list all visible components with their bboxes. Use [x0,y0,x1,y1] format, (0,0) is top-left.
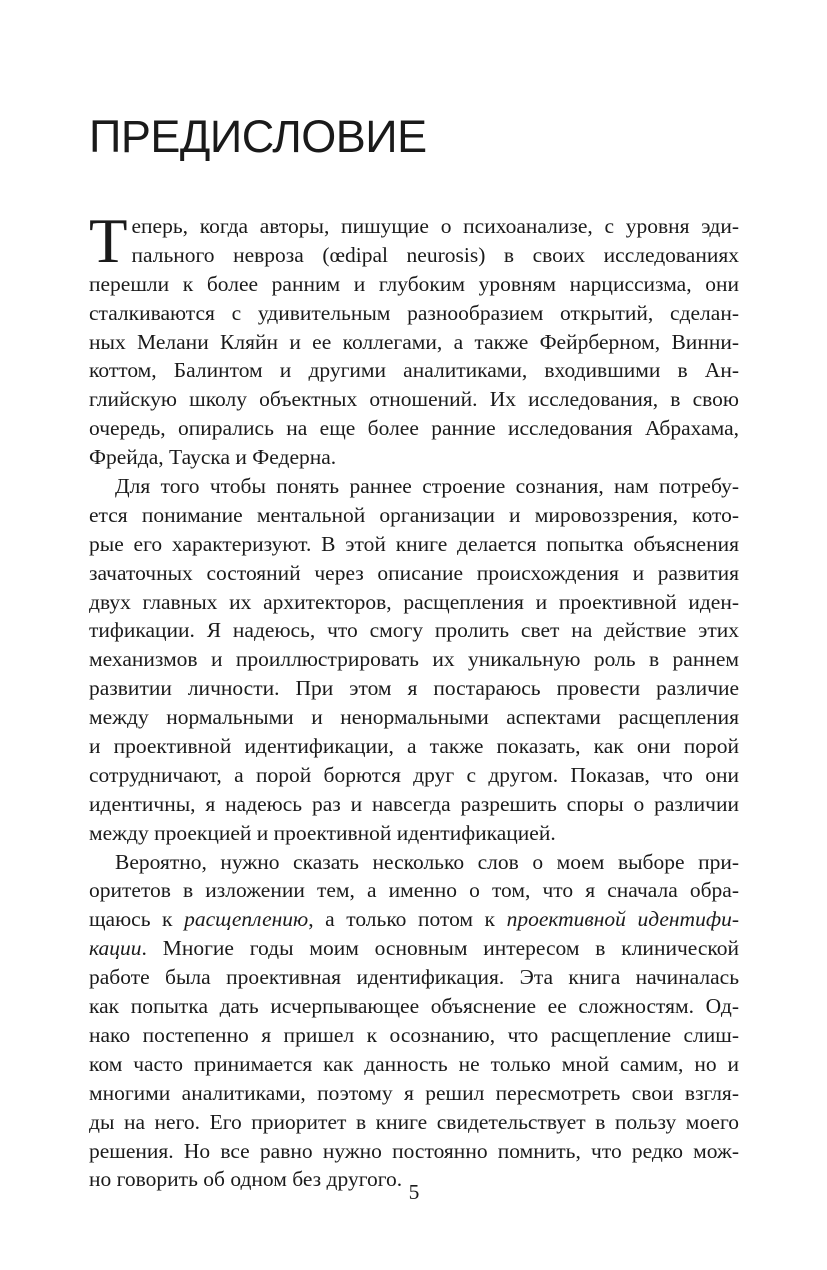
text-line [89,934,739,963]
text-line: рые его характеризуют. В этой книге делается попытка объяснения [89,531,739,556]
text-line: решения. Но все равно нужно постоянно помнить, что редко мож- [89,1138,739,1163]
italic-term-splitting: расщеплению [184,907,309,932]
chapter-heading: ПРЕДИСЛОВИЕ [89,111,427,162]
paragraph-2 [89,472,739,848]
text-line: зачаточных состояний через описание происхождения и развития [89,560,739,585]
text-line: между проекцией и проективной идентификацией. [89,820,556,845]
text-line: многими аналитиками, поэтому я решил пересмотреть свои взгля- [89,1080,739,1105]
paragraph-3 [89,848,739,1195]
paragraph-1 [89,206,739,472]
text-line: развитии личности. При этом я постараюсь провести различие [89,676,739,701]
text-line: ется понимание ментальной организации и мировоззрения, кото- [89,502,739,527]
text-line: очередь, опирались на еще более ранние исследования Абрахама, [89,416,739,441]
text-run: щаюсь к [89,907,185,932]
text-line: между нормальными и ненормальными аспектами расщепления [89,705,739,730]
text-line: оритетов в изложении тем, а именно о том, что я сначала обра- [89,878,739,903]
text-line: коттом, Балинтом и другими аналитиками, входившими в Ан- [89,358,739,383]
text-line: сотрудничают, а порой борются друг с другом. Показав, что они [89,762,739,787]
body-text [89,206,739,1194]
text-line: перешли к более ранним и глубоким уровням нарциссизма, они [89,271,739,296]
text-line: Вероятно, нужно сказать несколько слов о моем выборе при- [115,849,739,874]
text-line: и проективной идентификации, а также показать, как они порой [89,734,739,759]
text-line: сталкиваются с удивительным разнообразием открытий, сделан- [89,300,739,325]
text-line: ных Мелани Кляйн и ее коллегами, а также Фейрберном, Винни- [89,329,739,354]
page-number: 5 [408,1180,420,1204]
text-line: двух главных их архитекторов, расщепления и проективной иден- [89,589,739,614]
text-line: ды на него. Его приоритет в книге свидетельствует в пользу моего [89,1109,739,1134]
text-line: идентичны, я надеюсь раз и навсегда разрешить споры о различии [89,791,739,816]
text-line: работе была проективная идентификация. Эта книга начиналась [89,965,739,990]
text-line: механизмов и проиллюстрировать их уникальную роль в раннем [89,647,739,672]
text-run: . Многие годы моим основным интересом в клинической [141,936,739,961]
italic-term-projective-identification: проективной идентифи- [506,907,739,932]
text-line: пального невроза (œdipal neurosis) в своих исследованиях [131,242,739,267]
text-line [89,905,739,934]
text-line: нако постепенно я пришел к осознанию, что расщепление слиш- [89,1022,739,1047]
text-line: Фрейда, Тауска и Федерна. [89,445,337,470]
text-line: Для того чтобы понять раннее строение сознания, нам потребу- [115,474,739,499]
drop-cap: Т [89,206,128,276]
italic-term-continuation: кации [89,936,142,961]
text-run: , а только потом к [308,907,507,932]
text-line: ком часто принимается как данность не только мной самим, но и [89,1051,739,1076]
text-line: но говорить об одном без другого. [89,1167,403,1192]
text-line: тификации. Я надеюсь, что смогу пролить свет на действие этих [89,618,739,643]
text-line: как попытка дать исчерпывающее объяснение ее сложностям. Од- [89,994,739,1019]
text-line: глийскую школу объектных отношений. Их исследования, в свою [89,387,739,412]
text-line: еперь, когда авторы, пишущие о психоанализе, с уровня эди- [131,214,739,238]
